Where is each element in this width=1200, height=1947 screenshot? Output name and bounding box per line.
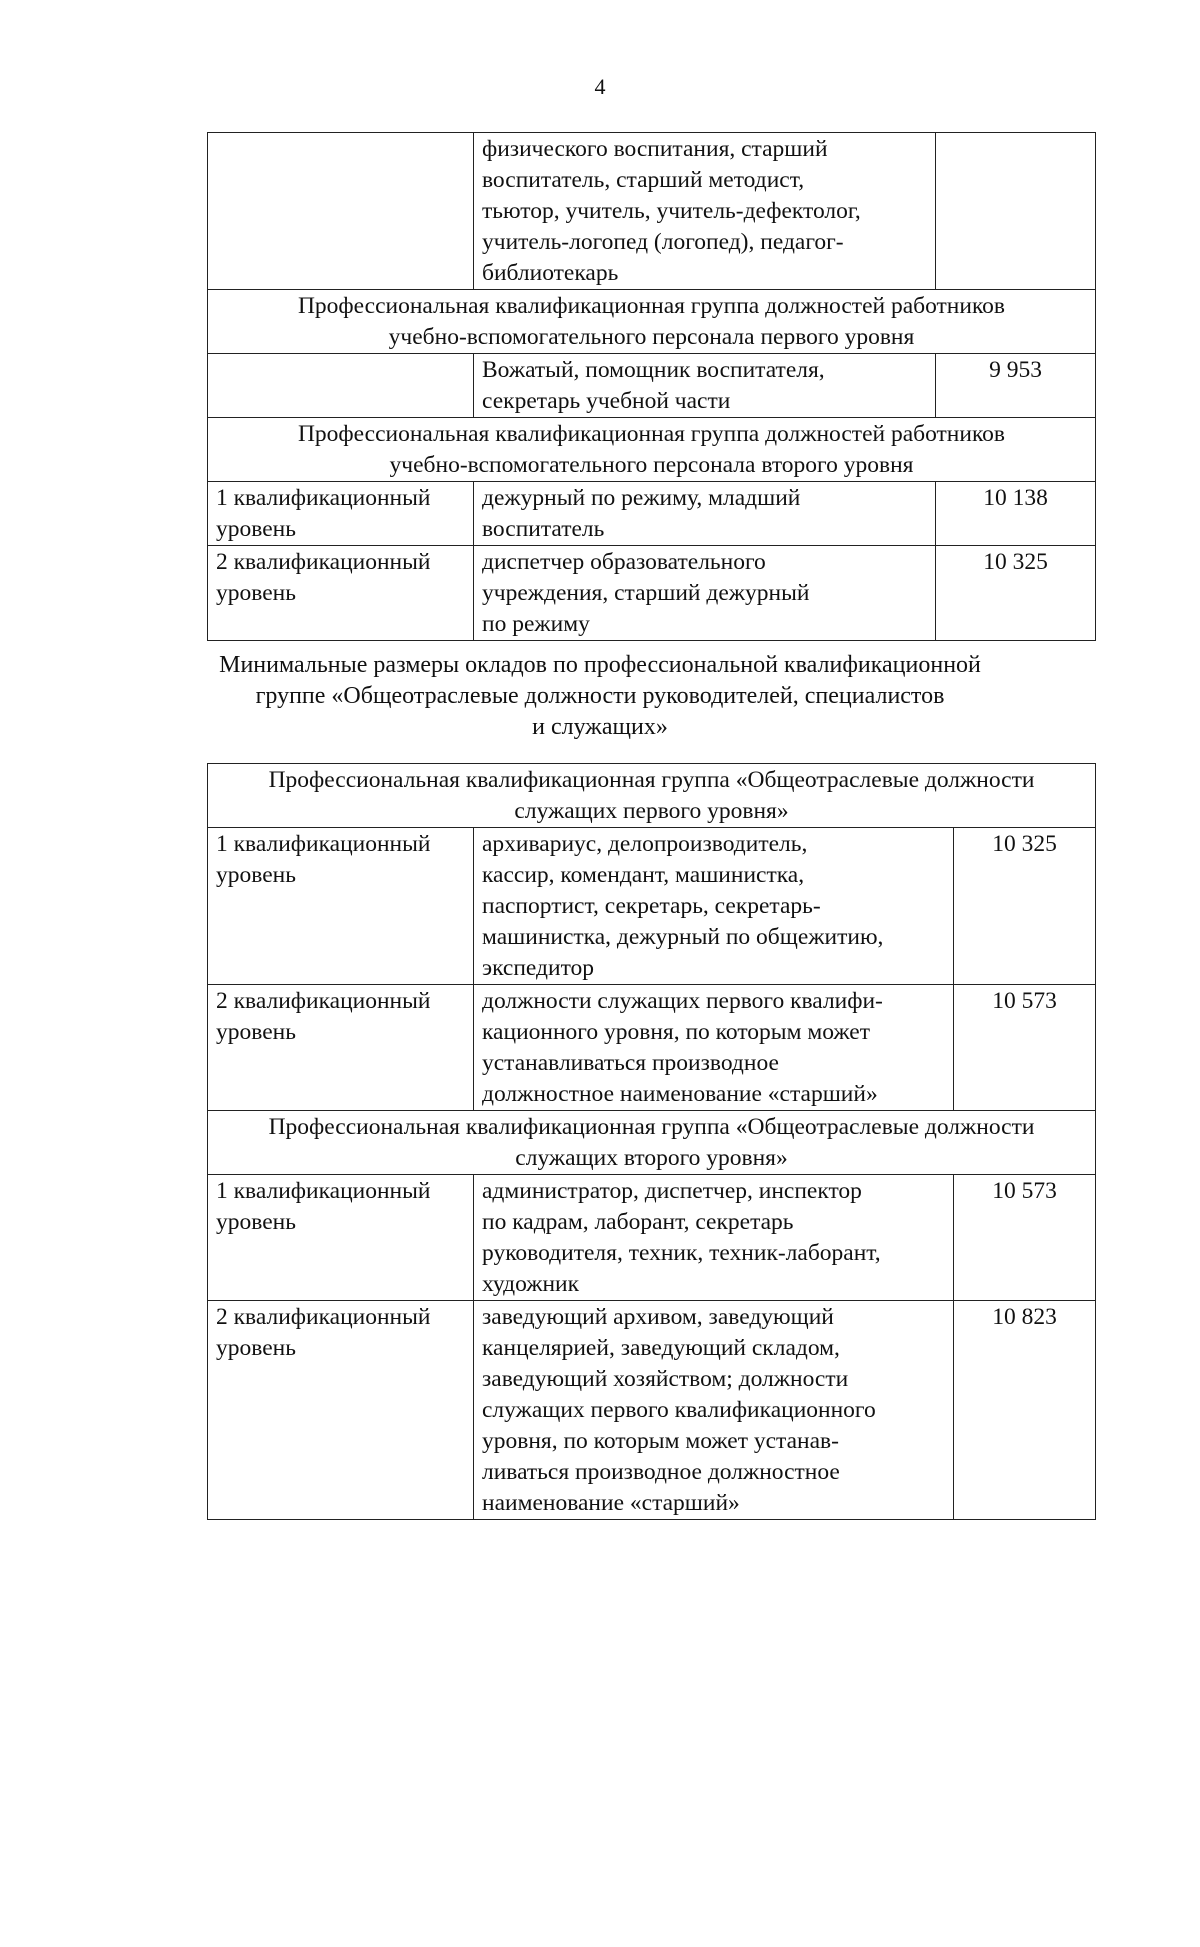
group-header-line: Профессиональная квалификационная группа должностей работников bbox=[297, 293, 1006, 319]
qualification-level-cell bbox=[208, 985, 474, 1111]
salary-table-1-body bbox=[208, 133, 1096, 641]
salary-table-1 bbox=[207, 132, 1096, 641]
positions-line: библиотекарь bbox=[482, 260, 619, 286]
table-row bbox=[208, 985, 1096, 1111]
qualification-level-line: уровень bbox=[216, 580, 296, 606]
table-row bbox=[208, 354, 1096, 418]
salary-value-cell: 10 138 bbox=[936, 482, 1096, 546]
salary-table-2-body bbox=[208, 764, 1096, 1520]
positions-line: кационного уровня, по которым может bbox=[482, 1019, 870, 1045]
qualification-level-cell bbox=[208, 1175, 474, 1301]
group-header-cell bbox=[208, 418, 1096, 482]
positions-cell bbox=[474, 354, 936, 418]
positions-line: диспетчер образовательного bbox=[482, 549, 766, 575]
salary-value-cell: 10 573 bbox=[954, 1175, 1096, 1301]
group-header-line: Профессиональная квалификационная группа должностей работников bbox=[297, 421, 1006, 447]
qualification-level-line: уровень bbox=[216, 1019, 296, 1045]
positions-line: по кадрам, лаборант, секретарь bbox=[482, 1209, 794, 1235]
positions-line: по режиму bbox=[482, 611, 590, 637]
salary-table-2 bbox=[207, 763, 1096, 1520]
qualification-level-cell bbox=[208, 828, 474, 985]
qualification-level-cell bbox=[208, 354, 474, 418]
positions-line: ливаться производное должностное bbox=[482, 1459, 840, 1485]
positions-line: заведующий архивом, заведующий bbox=[482, 1304, 834, 1330]
qualification-level-line: 1 квалификационный bbox=[216, 1178, 431, 1204]
positions-line: устанавливаться производное bbox=[482, 1050, 779, 1076]
positions-line: воспитатель bbox=[482, 516, 605, 542]
qualification-level-line: уровень bbox=[216, 516, 296, 542]
qualification-level-line: уровень bbox=[216, 862, 296, 888]
table-row bbox=[208, 1301, 1096, 1520]
group-header-row bbox=[208, 764, 1096, 828]
salary-value-cell: 9 953 bbox=[936, 354, 1096, 418]
positions-line: канцелярией, заведующий складом, bbox=[482, 1335, 840, 1361]
positions-line: экспедитор bbox=[482, 955, 595, 981]
salary-value-cell bbox=[936, 133, 1096, 290]
table-row bbox=[208, 546, 1096, 641]
positions-line: учреждения, старший дежурный bbox=[482, 580, 810, 606]
group-header-line: Профессиональная квалификационная группа «Общеотраслевые должности bbox=[268, 1114, 1035, 1140]
positions-line: секретарь учебной части bbox=[482, 388, 731, 414]
positions-line: физического воспитания, старший bbox=[482, 136, 828, 162]
table-row bbox=[208, 482, 1096, 546]
table-row bbox=[208, 1175, 1096, 1301]
qualification-level-cell bbox=[208, 546, 474, 641]
qualification-level-cell bbox=[208, 482, 474, 546]
qualification-level-line: 1 квалификационный bbox=[216, 485, 431, 511]
positions-line: уровня, по которым может устанав- bbox=[482, 1428, 839, 1454]
positions-line: тьютор, учитель, учитель-дефектолог, bbox=[482, 198, 861, 224]
positions-cell bbox=[474, 828, 954, 985]
group-header-line: служащих первого уровня» bbox=[514, 798, 789, 824]
positions-line: паспортист, секретарь, секретарь- bbox=[482, 893, 821, 919]
group-header-row bbox=[208, 1111, 1096, 1175]
section-title bbox=[0, 650, 1200, 743]
salary-value-cell: 10 325 bbox=[954, 828, 1096, 985]
qualification-level-line: 1 квалификационный bbox=[216, 831, 431, 857]
positions-cell bbox=[474, 1175, 954, 1301]
table-row bbox=[208, 828, 1096, 985]
group-header-line: учебно-вспомогательного персонала второго уровня bbox=[389, 452, 914, 478]
positions-cell bbox=[474, 482, 936, 546]
positions-line: Вожатый, помощник воспитателя, bbox=[482, 357, 825, 383]
positions-line: заведующий хозяйством; должности bbox=[482, 1366, 849, 1392]
positions-line: должности служащих первого квалифи- bbox=[482, 988, 883, 1014]
positions-line: должностное наименование «старший» bbox=[482, 1081, 878, 1107]
section-title-line: и служащих» bbox=[532, 714, 668, 740]
qualification-level-cell bbox=[208, 133, 474, 290]
positions-line: воспитатель, старший методист, bbox=[482, 167, 805, 193]
positions-line: кассир, комендант, машинистка, bbox=[482, 862, 805, 888]
positions-cell bbox=[474, 546, 936, 641]
table-row bbox=[208, 133, 1096, 290]
salary-value-cell: 10 325 bbox=[936, 546, 1096, 641]
page-number: 4 bbox=[594, 74, 606, 99]
qualification-level-line: 2 квалификационный bbox=[216, 549, 431, 575]
positions-cell bbox=[474, 133, 936, 290]
positions-line: руководителя, техник, техник-лаборант, bbox=[482, 1240, 881, 1266]
qualification-level-line: 2 квалификационный bbox=[216, 988, 431, 1014]
group-header-line: Профессиональная квалификационная группа «Общеотраслевые должности bbox=[268, 767, 1035, 793]
salary-value-cell: 10 573 bbox=[954, 985, 1096, 1111]
qualification-level-line: уровень bbox=[216, 1209, 296, 1235]
positions-cell bbox=[474, 1301, 954, 1520]
positions-line: администратор, диспетчер, инспектор bbox=[482, 1178, 862, 1204]
positions-line: служащих первого квалификационного bbox=[482, 1397, 876, 1423]
qualification-level-line: 2 квалификационный bbox=[216, 1304, 431, 1330]
group-header-cell bbox=[208, 1111, 1096, 1175]
positions-line: учитель-логопед (логопед), педагог- bbox=[482, 229, 844, 255]
positions-line: архивариус, делопроизводитель, bbox=[482, 831, 808, 857]
group-header-cell bbox=[208, 290, 1096, 354]
section-title-line: группе «Общеотраслевые должности руководителей, специалистов bbox=[255, 683, 945, 709]
section-title-line: Минимальные размеры окладов по профессиональной квалификационной bbox=[219, 652, 981, 678]
qualification-level-cell bbox=[208, 1301, 474, 1520]
group-header-cell bbox=[208, 764, 1096, 828]
positions-cell bbox=[474, 985, 954, 1111]
positions-line: художник bbox=[482, 1271, 580, 1297]
qualification-level-line: уровень bbox=[216, 1335, 296, 1361]
positions-line: дежурный по режиму, младший bbox=[482, 485, 801, 511]
positions-line: машинистка, дежурный по общежитию, bbox=[482, 924, 884, 950]
group-header-row bbox=[208, 290, 1096, 354]
group-header-line: учебно-вспомогательного персонала первого уровня bbox=[388, 324, 915, 350]
positions-line: наименование «старший» bbox=[482, 1490, 740, 1516]
salary-value-cell: 10 823 bbox=[954, 1301, 1096, 1520]
group-header-row bbox=[208, 418, 1096, 482]
group-header-line: служащих второго уровня» bbox=[515, 1145, 788, 1171]
